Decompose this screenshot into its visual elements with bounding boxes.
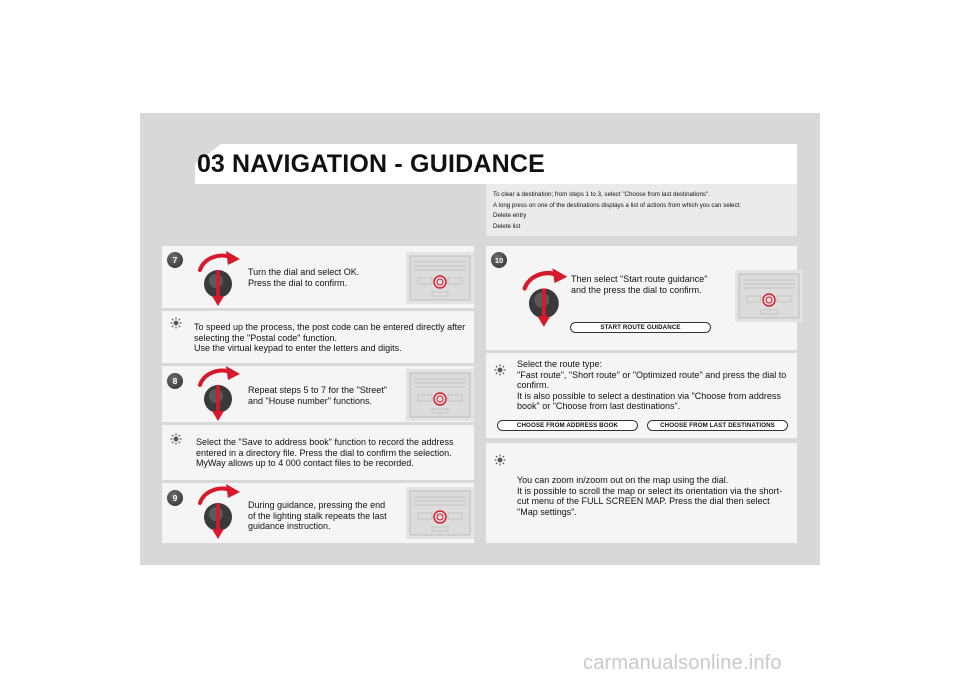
step-9-line: During guidance, pressing the end — [248, 500, 386, 510]
dial-icon — [190, 363, 250, 423]
step-10-text — [571, 274, 731, 295]
dial-icon — [190, 248, 250, 308]
tip-line: To speed up the process, the post code can be entered directly after — [194, 322, 466, 332]
console-thumbnail — [406, 369, 474, 421]
intro-note-line: Delete list — [493, 222, 521, 230]
step-8-line: Repeat steps 5 to 7 for the "Street" — [248, 385, 387, 395]
console-thumbnail-art — [735, 270, 803, 322]
step-7-text — [248, 267, 408, 288]
tip-line: entered in a directory file. Press the dial to confirm the selection. — [196, 447, 452, 458]
step-8-text — [248, 385, 408, 406]
step-9-line: guidance instruction. — [248, 521, 331, 532]
tip-line: Use the virtual keypad to enter the letters and digits. — [194, 343, 402, 354]
tip-line: confirm. — [517, 380, 550, 391]
intro-note-line: Delete entry — [493, 212, 527, 220]
tip-line: It is possible to scroll the map or select its orientation via the short- — [517, 485, 783, 496]
chapter-title: NAVIGATION - GUIDANCE — [232, 150, 545, 178]
intro-note — [493, 190, 793, 232]
zoom-tip-text — [517, 475, 793, 517]
lightbulb-icon — [494, 454, 506, 466]
dial-icon — [514, 265, 578, 329]
tip-line: cut menu of the FULL SCREEN MAP. Press the dial then select — [517, 496, 770, 507]
route-type-tip-text — [517, 359, 793, 412]
address-book-tip-text — [196, 437, 476, 469]
console-thumbnail-art — [406, 487, 474, 539]
step-8-badge: 8 — [167, 373, 183, 389]
step-10-line: and the press the dial to confirm. — [571, 284, 702, 295]
start-route-guidance-button[interactable]: START ROUTE GUIDANCE — [570, 322, 711, 333]
console-thumbnail — [406, 487, 474, 539]
lightbulb-icon — [170, 433, 182, 445]
tip-line: book" or "Choose from last destinations". — [517, 401, 681, 412]
step-9-line: of the lighting stalk repeats the last — [248, 510, 387, 521]
tip-line: It is also possible to select a destination via "Choose from address — [517, 390, 781, 401]
tip-line: selecting the "Postal code" function. — [194, 332, 337, 343]
step-10-badge: 10 — [491, 252, 507, 268]
intro-note-line: A long press on one of the destinations displays a list of actions from which you can select: — [493, 201, 741, 209]
watermark: carmanualsonline.info — [583, 652, 782, 674]
step-7-line: Press the dial to confirm. — [248, 277, 348, 288]
tip-line: "Fast route", "Short route" or "Optimized route" and press the dial to — [517, 369, 787, 380]
postcode-tip-text — [194, 322, 474, 354]
tip-line: Select the route type: — [517, 359, 603, 369]
step-10-line: Then select "Start route guidance" — [571, 274, 708, 284]
console-thumbnail-art — [406, 252, 474, 304]
lightbulb-icon — [494, 364, 506, 376]
choose-from-last-destinations-button[interactable]: CHOOSE FROM LAST DESTINATIONS — [647, 420, 788, 431]
step-7-line: Turn the dial and select OK. — [248, 267, 360, 277]
step-9-text — [248, 500, 408, 532]
console-thumbnail — [735, 270, 803, 322]
tip-line: "Map settings". — [517, 506, 577, 517]
lightbulb-icon — [170, 317, 182, 329]
choose-from-address-book-button[interactable]: CHOOSE FROM ADDRESS BOOK — [497, 420, 638, 431]
console-thumbnail-art — [406, 369, 474, 421]
tip-line: MyWay allows up to 4 000 contact files to be recorded. — [196, 458, 414, 469]
step-8-line: and "House number" functions. — [248, 395, 372, 406]
step-9-badge: 9 — [167, 490, 183, 506]
console-thumbnail — [406, 252, 474, 304]
tip-line: Select the "Save to address book" function to record the address — [196, 437, 454, 447]
tip-line: You can zoom in/zoom out on the map using the dial. — [517, 475, 729, 485]
dial-icon — [190, 481, 250, 541]
intro-note-line: To clear a destination; from steps 1 to 3, select "Choose from last destinations". — [493, 191, 710, 198]
chapter-number: 03 — [197, 150, 225, 178]
step-7-badge: 7 — [167, 252, 183, 268]
